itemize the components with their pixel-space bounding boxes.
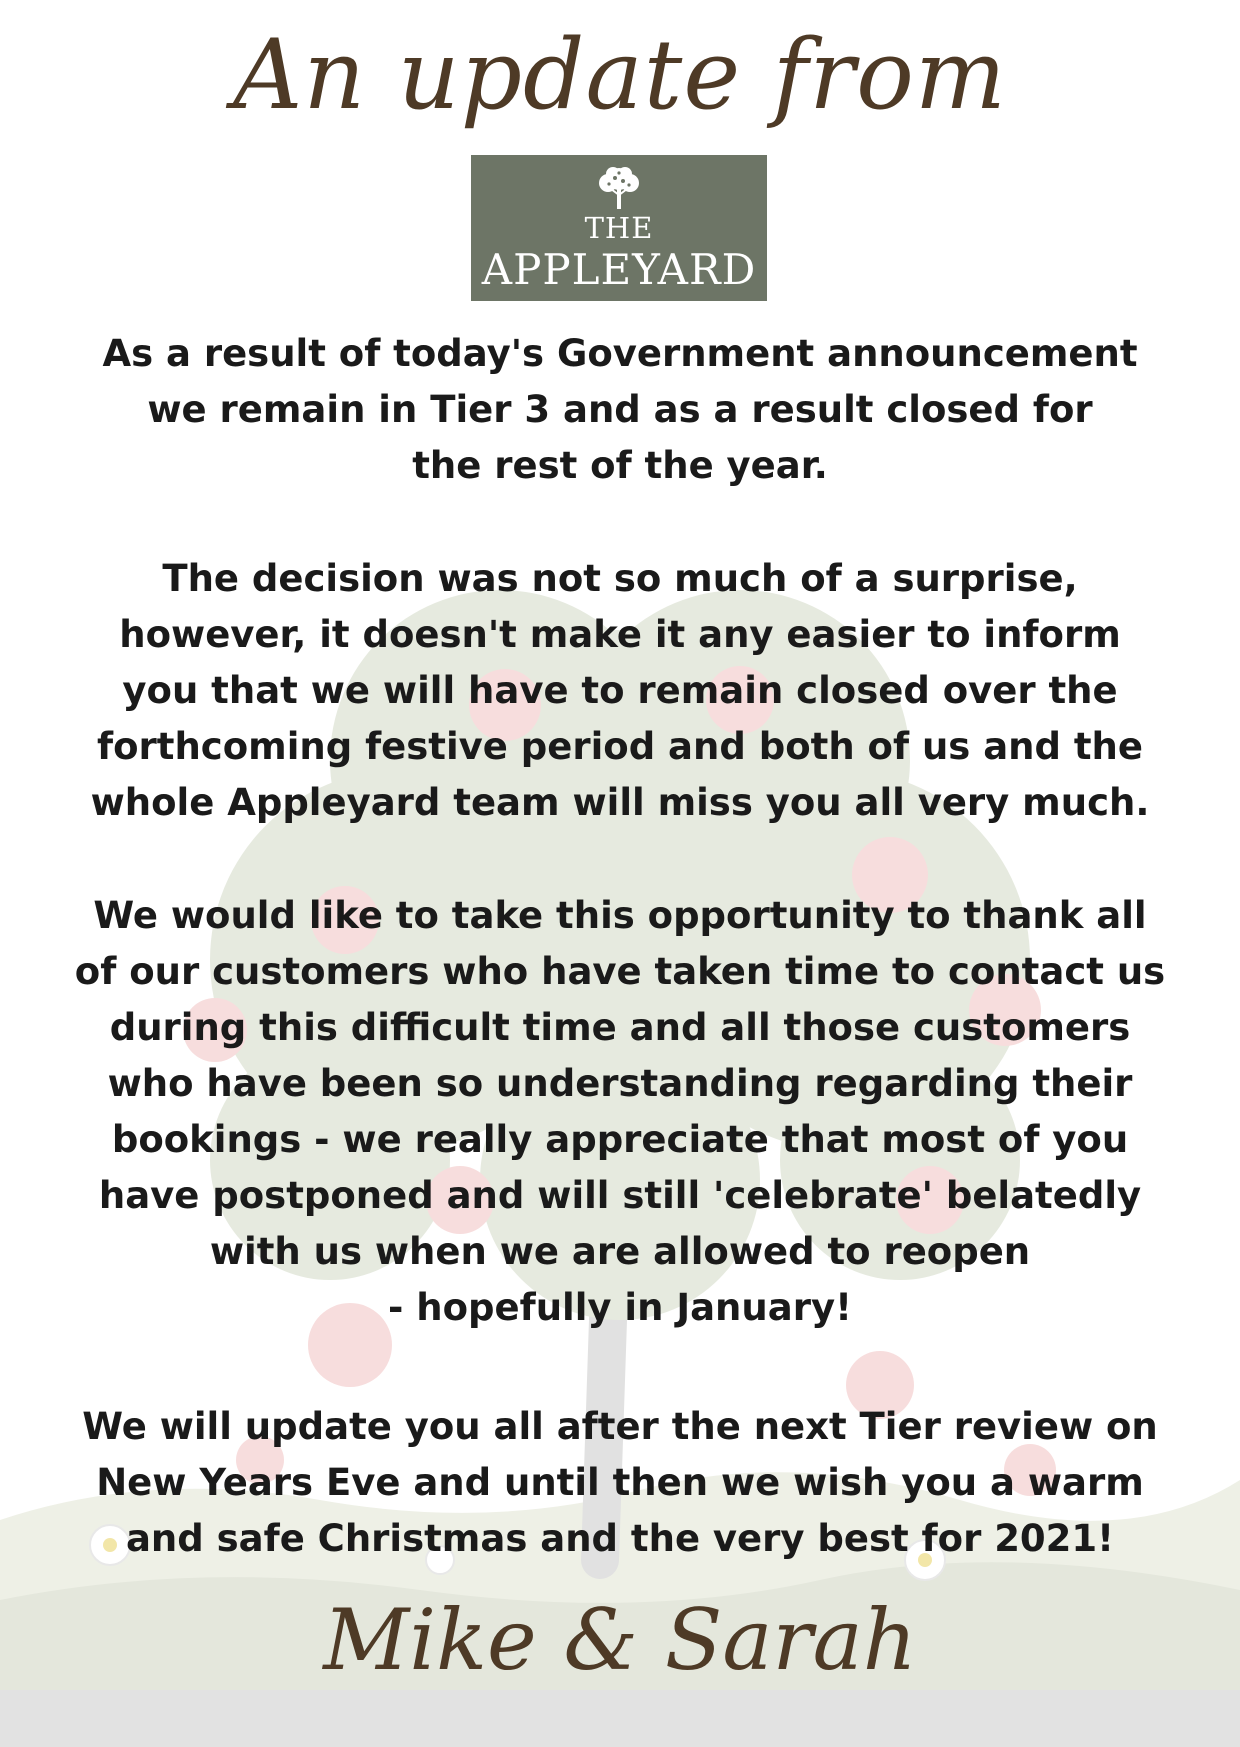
paragraph-decision	[40, 551, 1200, 831]
paragraph-line: during this difficult time and all those customers	[109, 1006, 1131, 1049]
tree-icon	[591, 165, 647, 211]
paragraph-line: forthcoming festive period and both of us and the	[97, 725, 1143, 768]
paragraph-line: have postponed and will still 'celebrate' belatedly	[98, 1174, 1142, 1217]
paragraph-line: you that we will have to remain closed over the	[122, 669, 1118, 712]
paragraph-line: the rest of the year.	[412, 444, 828, 487]
paragraph-update	[40, 1399, 1200, 1567]
paragraph-line: - hopefully in January!	[388, 1286, 852, 1329]
paragraph-line: The decision was not so much of a surprise,	[162, 557, 1078, 600]
paragraph-thank-you	[40, 888, 1200, 1336]
paragraph-line: and safe Christmas and the very best for 2021!	[125, 1517, 1115, 1560]
paragraph-line: however, it doesn't make it any easier to inform	[119, 613, 1121, 656]
paragraph-line: who have been so understanding regarding their	[107, 1062, 1133, 1105]
paragraph-line: of our customers who have taken time to contact us	[74, 950, 1166, 993]
paragraph-announcement	[40, 326, 1200, 494]
signature: Mike & Sarah	[323, 1591, 917, 1689]
paragraph-line: We would like to take this opportunity to thank all	[93, 894, 1147, 937]
paragraph-line: As a result of today's Government announcement	[102, 332, 1138, 375]
paragraph-line: we remain in Tier 3 and as a result closed for	[147, 388, 1093, 431]
paragraph-line: New Years Eve and until then we wish you a warm	[96, 1461, 1144, 1504]
script-heading: An update from	[233, 19, 1007, 131]
paragraph-line: whole Appleyard team will miss you all very much.	[90, 781, 1150, 824]
paragraph-line: bookings - we really appreciate that most of you	[111, 1118, 1129, 1161]
paragraph-line: We will update you all after the next Tier review on	[82, 1405, 1158, 1448]
logo-line-appleyard: APPLEYARD	[481, 245, 757, 294]
paragraph-line: with us when we are allowed to reopen	[209, 1230, 1031, 1273]
appleyard-logo	[471, 155, 767, 301]
logo-line-the: THE	[584, 211, 654, 245]
